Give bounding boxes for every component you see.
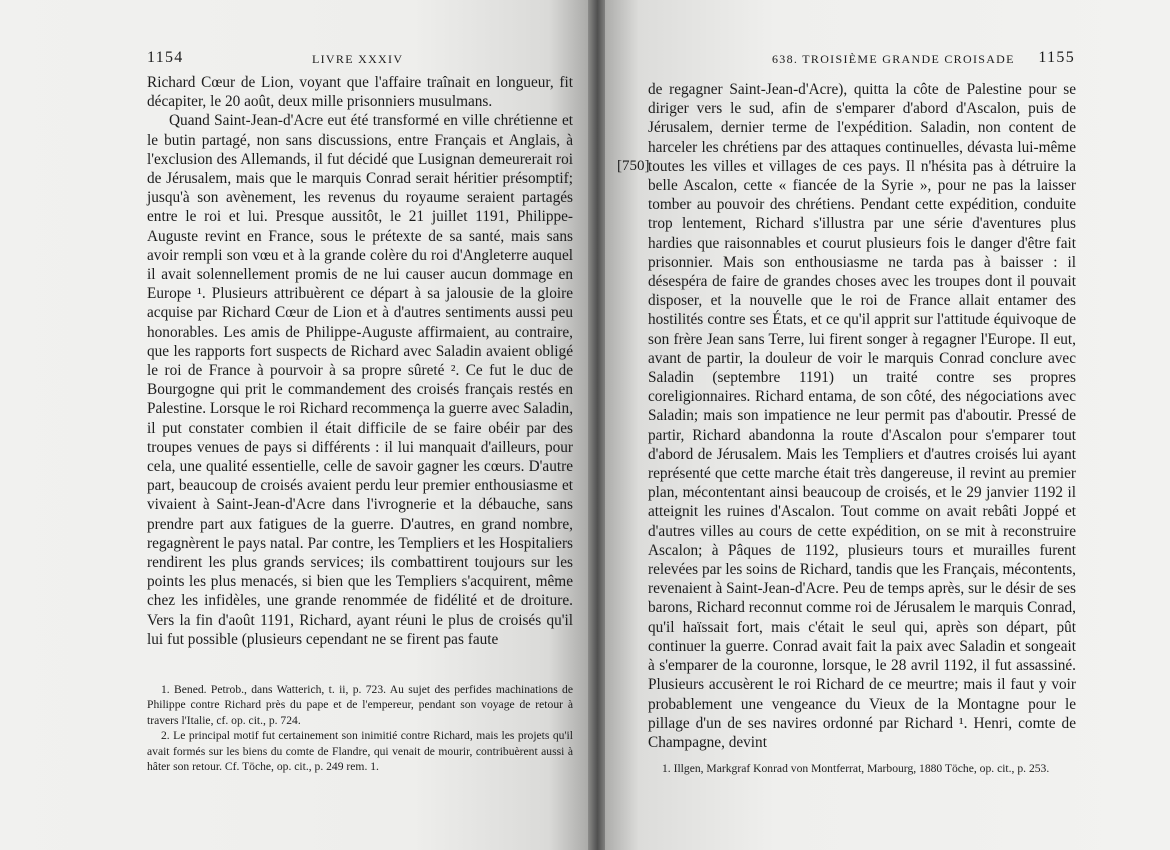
right-footnote-1: 1. Illgen, Markgraf Konrad von Montferrat, Marbourg, 1880 Töche, op. cit., p. 253. <box>662 762 1050 775</box>
left-running-head <box>147 49 572 72</box>
left-paragraph-1: Richard Cœur de Lion, voyant que l'affaire traînait en longueur, fit décapiter, le 20 août, deux mille prisonniers musulmans. <box>147 74 573 111</box>
left-footnotes <box>147 682 573 774</box>
right-paragraph-1: de regagner Saint-Jean-d'Acre), quitta la côte de Palestine pour se diriger vers le sud, afin de s'emparer d'abord d'Ascalon, puis de Jérusalem, dernier terme de l'expédition. Saladin, non content de harceler les chrétiens par des attaques continuelles, dévasta lui-même toutes les villes et villages de ces pays. Il n'hésita pas à détruire la belle Ascalon, cette « fiancée de la Syrie », pour ne pas la laisser tomber au pouvoir des chrétiens. Pendant cette expédition, conduite trop lentement, Richard s'illustra par une série d'aventures plus hardies que raisonnables et courut plusieurs fois le danger d'être fait prisonnier. Mais son enthousiasme ne tarda pas à baisser : il désespéra de faire de grandes choses avec les troupes dont il pouvait disposer, et la nouvelle que le roi de France allait entamer des hostilités contre ses États, et ce qu'il apprit sur l'attitude équivoque de son frère Jean sans Terre, lui firent songer à regagner l'Europe. Il eut, avant de partir, la douleur de voir le marquis Conrad conclure avec Saladin (septembre 1191) un traité contre ses propres coreligionnaires. Richard entama, de son côté, des négociations avec Saladin; mais son impatience ne leur permit pas d'aboutir. Pressé de partir, Richard abandonna la route d'Ascalon pour s'emparer tout d'abord de Jérusalem. Mais les Templiers et d'autres croisés lui ayant représenté que cette marche était très dangereuse, il revint au premier plan, mécontentant ainsi beaucoup de croisés, et le 29 janvier 1192 il atteignit les ruines d'Ascalon. Tout comme on avait rebâti Joppé et d'autres villes au cours de cette expédition, on se mit à reconstruire Ascalon; à Pâques de 1192, plusieurs tours et murailles furent relevées par les soins de Richard, tandis que les Français, mécontents, revenaient à Saint-Jean-d'Acre. Peu de temps après, sur le désir de ses barons, Richard reconnut comme roi de Jérusalem le marquis Conrad, qu'il haïssait fort, mais c'était le seul qui, après son départ, pût continuer la guerre. Conrad avait fait la paix avec Saladin et songeait à s'emparer de la couronne, lorsque, le 28 avril 1192, il fut assassiné. Plusieurs accusèrent le roi Richard de ce meurtre; mais il faut y voir probablement une vengeance du Vieux de la Montagne pour le pillage d'un de ses navires ordonné par Richard ¹. Henri, comte de Champagne, devint <box>648 81 1076 751</box>
left-paragraph-2: Quand Saint-Jean-d'Acre eut été transformé en ville chrétienne et le butin partagé, non sans discussions, entre Français et Anglais, à l'exclusion des Allemands, il fut décidé que Lusignan demeurerait roi de Jérusalem, mais que le marquis Conrad serait héritier présomptif; jusqu'à son avènement, les revenus du royaume seraient partagés entre le roi et lui. Presque aussitôt, le 21 juillet 1191, Philippe-Auguste revint en France, sous le prétexte de sa santé, mais sans avoir rempli son vœu et à la grande colère du roi d'Angleterre auquel il avait solennellement promis de ne lui causer aucun dommage en Europe ¹. Plusieurs attribuèrent ce départ à sa jalousie de la gloire acquise par Richard Cœur de Lion et à d'autres sentiments aussi peu honorables. Les amis de Philippe-Auguste affirmaient, au contraire, que les rapports fort suspects de Richard avec Saladin avaient obligé le roi de France à pourvoir à sa propre sûreté ². Ce fut le duc de Bourgogne qui prit le commandement des croisés français restés en Palestine. Lorsque le roi Richard recommença la guerre avec Saladin, il put constater combien il était difficile de se faire obéir par des troupes venues de pays si différents : il lui manquait d'ailleurs, pour cela, une qualité essentielle, celle de savoir gagner les cœurs. D'autre part, beaucoup de croisés avaient perdu leur premier enthousiasme et vivaient à Saint-Jean-d'Acre dans l'ivrognerie et la débauche, sans prendre part aux fatigues de la guerre. D'autres, en grand nombre, regagnèrent le pays natal. Par contre, les Templiers et les Hospitaliers rendirent les plus grands services; ils combattirent toujours sur les points les plus menacés, si bien que les Templiers s'acquirent, même chez les infidèles, une grande renommée de fidélité et de droiture. Vers la fin d'août 1191, Richard, ayant réuni le plus de croisés qu'il lui fut possible (plusieurs cependant ne se firent pas faute <box>147 112 574 648</box>
left-body-text <box>147 73 573 649</box>
right-running-head <box>645 49 1075 72</box>
left-footnote-2: 2. Le principal motif fut certainement son inimitié contre Richard, mais les projets qu'il avait formés sur les biens du comte de Flandre, qui venait de mourir, contribuèrent aussi à hâter son retour. Cf. Töche, op. cit., p. 249 rem. 1. <box>147 729 573 774</box>
right-running-title: 638. TROISIÈME GRANDE CROISADE <box>772 52 1015 66</box>
right-page-number: 1155 <box>1038 49 1075 66</box>
left-footnote-1: 1. Bened. Petrob., dans Watterich, t. ii, p. 723. Au sujet des perfides machinations de Philippe contre Richard près du pape et de l'empereur, pendant son voyage de retour à travers l'Italie, cf. op. cit., p. 724. <box>147 683 573 727</box>
left-running-title: LIVRE XXXIV <box>312 52 404 66</box>
right-body-text <box>648 80 1076 752</box>
left-page-number: 1154 <box>147 49 184 66</box>
right-page <box>605 0 1170 850</box>
margin-reference-number: [750] <box>617 158 650 174</box>
right-footnotes <box>648 761 1076 776</box>
